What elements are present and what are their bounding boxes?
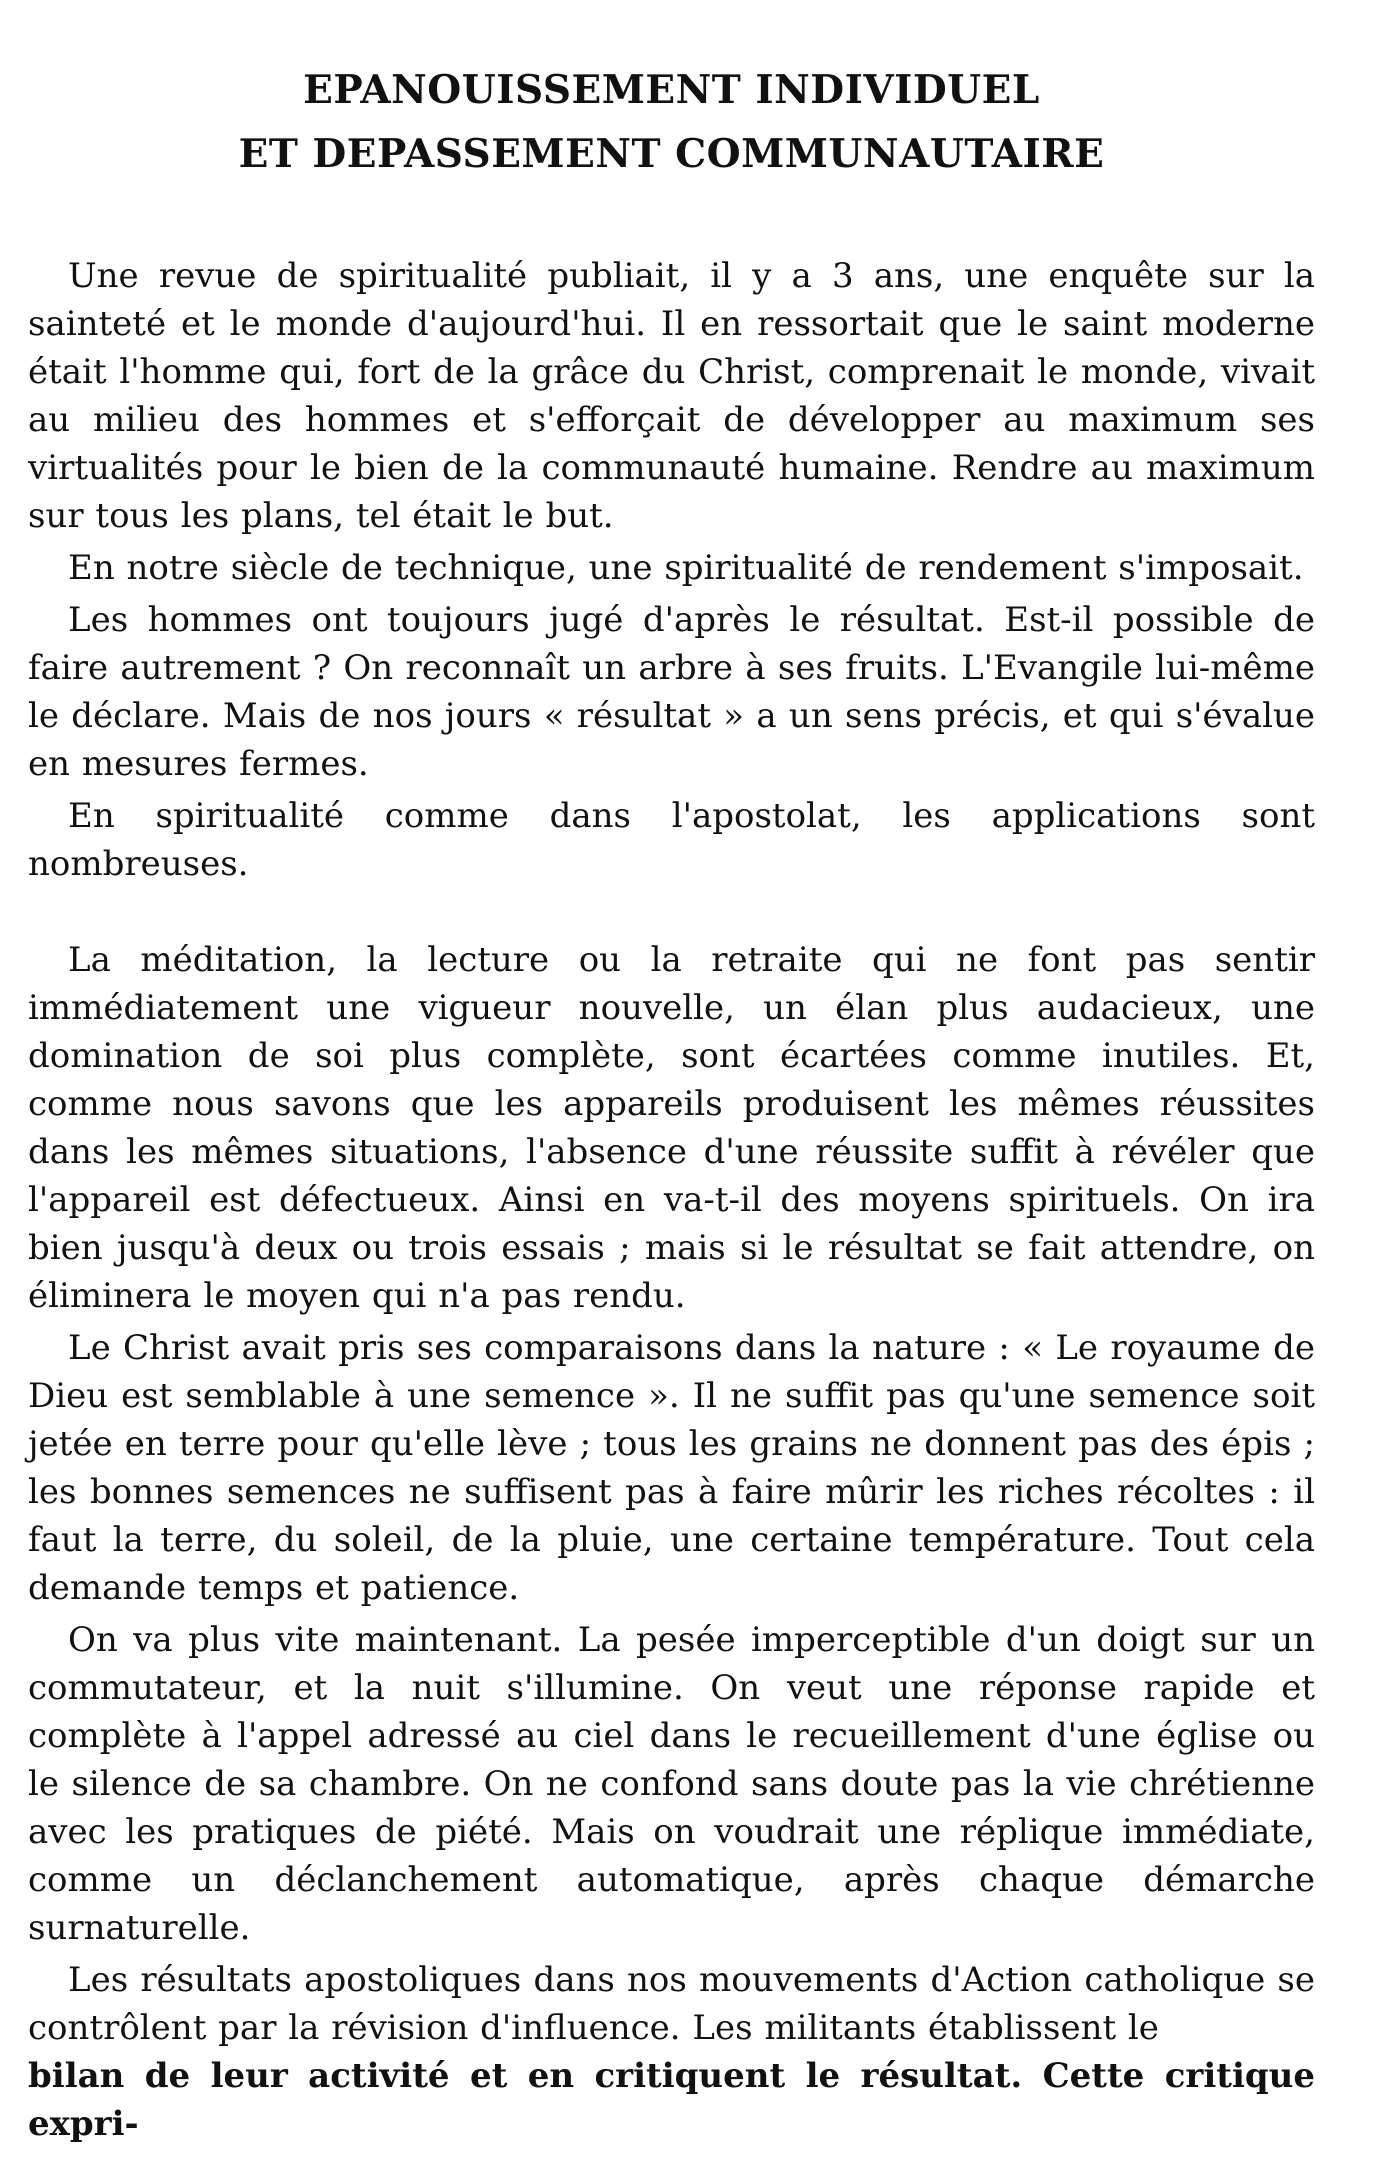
paragraph-5: La méditation, la lecture ou la retraite qui ne font pas sentir immédiatement une vigueur nouvelle, un élan plus audacieux, une domination de soi plus complète, sont écartées comme inutiles. Et, comme nous savons que les appareils produisent les mêmes réussites dans les mêmes situations, l'absence d'une réussite suffit à révéler que l'appareil est défectueux. Ainsi en va-t-il des moyens spirituels. On ira bien jusqu'à deux ou trois essais ; mais si le résultat se fait attendre, on éliminera le moyen qui n'a pas rendu.: [28, 940, 1315, 1316]
paragraph-7: On va plus vite maintenant. La pesée imperceptible d'un doigt sur un commutateur, et la nuit s'illumine. On veut une réponse rapide et complète à l'appel adressé au ciel dans le recueillement d'une église ou le silence de sa chambre. On ne confond sans doute pas la vie chrétienne avec les pratiques de piété. Mais on voudrait une réplique immédiate, comme un déclanchement automatique, après chaque démarche surnaturelle.: [28, 1620, 1315, 1948]
paragraph-4: En spiritualité comme dans l'apostolat, les applications sont nombreuses.: [28, 796, 1315, 884]
title-line-2: ET DEPASSEMENT COMMUNAUTAIRE: [238, 131, 1105, 177]
article-title: [28, 58, 1315, 186]
paragraph-2: En notre siècle de technique, une spiritualité de rendement s'imposait.: [68, 548, 1304, 588]
paragraph-8: Les résultats apostoliques dans nos mouvements d'Action catholique se contrôlent par la révision d'influence. Les militants établissent le: [28, 1960, 1315, 2048]
article-body: [28, 252, 1315, 2148]
paragraph-6: Le Christ avait pris ses comparaisons dans la nature : « Le royaume de Dieu est semblable à une semence ». Il ne suffit pas qu'une semence soit jetée en terre pour qu'elle lève ; tous les grains ne donnent pas des épis ; les bonnes semences ne suffisent pas à faire mûrir les riches récoltes : il faut la terre, du soleil, de la pluie, une certaine température. Tout cela demande temps et patience.: [28, 1328, 1315, 1608]
title-line-1: EPANOUISSEMENT INDIVIDUEL: [303, 67, 1040, 113]
paragraph-3: Les hommes ont toujours jugé d'après le résultat. Est-il possible de faire autrement ? On reconnaît un arbre à ses fruits. L'Evangile lui-même le déclare. Mais de nos jours « résultat » a un sens précis, et qui s'évalue en mesures fermes.: [28, 600, 1315, 784]
paragraph-1: Une revue de spiritualité publiait, il y a 3 ans, une enquête sur la sainteté et le monde d'aujourd'hui. Il en ressortait que le saint moderne était l'homme qui, fort de la grâce du Christ, comprenait le monde, vivait au milieu des hommes et s'efforçait de développer au maximum ses virtualités pour le bien de la communauté humaine. Rendre au maximum sur tous les plans, tel était le but.: [28, 256, 1315, 536]
paragraph-8-last-line: bilan de leur activité et en critiquent le résultat. Cette critique expri-: [28, 2056, 1315, 2144]
